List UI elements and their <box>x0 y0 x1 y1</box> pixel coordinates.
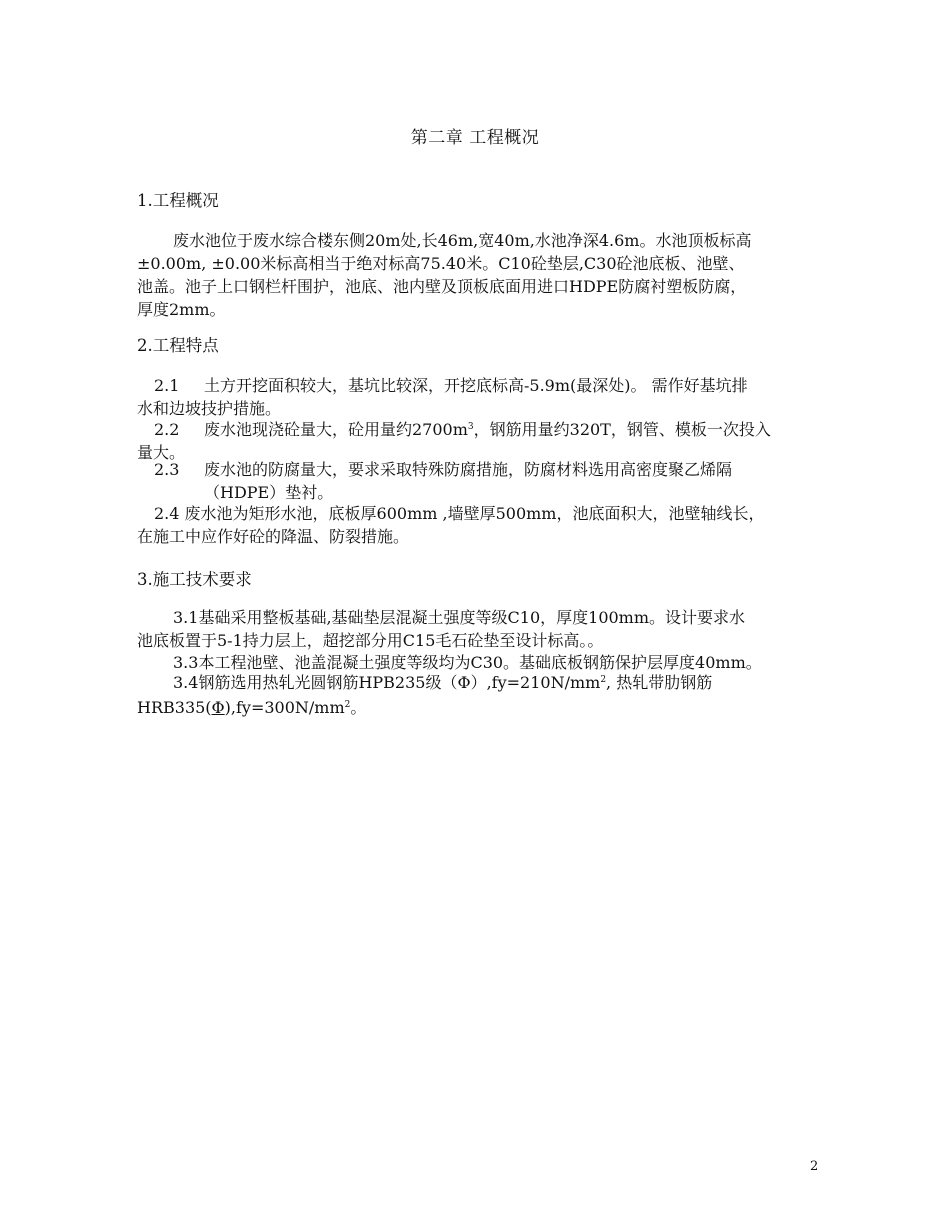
text-line: HRB335( <box>137 698 212 717</box>
text-line: 废水池位于废水综合楼东侧20m处,长46m,宽40m,水池净深4.6m。水池顶板标高 <box>173 231 752 250</box>
section-2-heading: 2.工程特点 <box>137 336 219 355</box>
page-number: 2 <box>810 1159 819 1174</box>
text-line: （HDPE）垫衬。 <box>204 483 334 502</box>
text-line: 3.3本工程池壁、池盖混凝土强度等级均为C30。基础底板钢筋保护层厚度40mm。 <box>173 653 762 672</box>
superscript: 3 <box>467 422 474 432</box>
superscript: 2 <box>344 700 351 710</box>
text-line: 废水池现浇砼量大，砼用量约2700m <box>204 420 468 439</box>
item-number: 2.2 <box>154 420 180 439</box>
list-item <box>137 374 822 420</box>
section-1-paragraph <box>137 229 822 321</box>
text-line: 量大。 <box>137 443 186 462</box>
text-line: 土方开挖面积较大，基坑比较深，开挖底标高-5.9m(最深处)。 需作好基坑排 <box>204 376 748 395</box>
text-line: 3.1基础采用整板基础,基础垫层混凝土强度等级C10，厚度100mm。设计要求水 <box>173 608 746 627</box>
text-line: 。 <box>350 698 367 717</box>
text-line: 在施工中应作好砼的降温、防裂措施。 <box>137 527 410 546</box>
text-line: , 热轧带肋钢筋 <box>606 673 713 692</box>
list-item <box>137 458 822 504</box>
chapter-title: 第二章 工程概况 <box>410 128 540 148</box>
text-line: 3.4钢筋选用热轧光圆钢筋HPB235级（Φ）,fy=210N/mm <box>173 673 601 692</box>
item-number: 2.1 <box>154 376 180 395</box>
list-item <box>137 502 822 548</box>
section-3-paragraph-1 <box>137 606 822 652</box>
rebar-symbol: Φ <box>211 698 225 717</box>
superscript: 2 <box>600 675 607 685</box>
text-line: 池盖。池子上口钢栏杆围护，池底、池内壁及顶板底面用进口HDPE防腐衬塑板防腐， <box>137 277 747 296</box>
text-line: ，钢筋用量约320T，钢管、模板一次投入 <box>473 420 771 439</box>
text-line: ±0.00m, ±0.00米标高相当于绝对标高75.40米。C10砼垫层,C30砼池底板、池壁、 <box>137 254 745 273</box>
text-line: 废水池的防腐量大，要求采取特殊防腐措施，防腐材料选用高密度聚乙烯隔 <box>204 460 733 479</box>
text-line: 厚度2mm。 <box>137 300 226 319</box>
text-line: 池底板置于5-1持力层上，超挖部分用C15毛石砼垫至设计标高。。 <box>137 631 604 650</box>
section-3-heading: 3.施工技术要求 <box>137 570 252 589</box>
text-line: 水和边坡技护措施。 <box>137 399 282 418</box>
item-number: 2.3 <box>154 460 180 479</box>
list-item <box>137 416 822 464</box>
text-line: 2.4 废水池为矩形水池，底板厚600mm ,墙壁厚500mm，池底面积大，池壁轴线长， <box>154 504 765 523</box>
section-1-heading: 1.工程概况 <box>137 191 219 210</box>
section-3-paragraph-3 <box>137 669 822 719</box>
text-line: ),fy=300N/mm <box>224 698 345 717</box>
